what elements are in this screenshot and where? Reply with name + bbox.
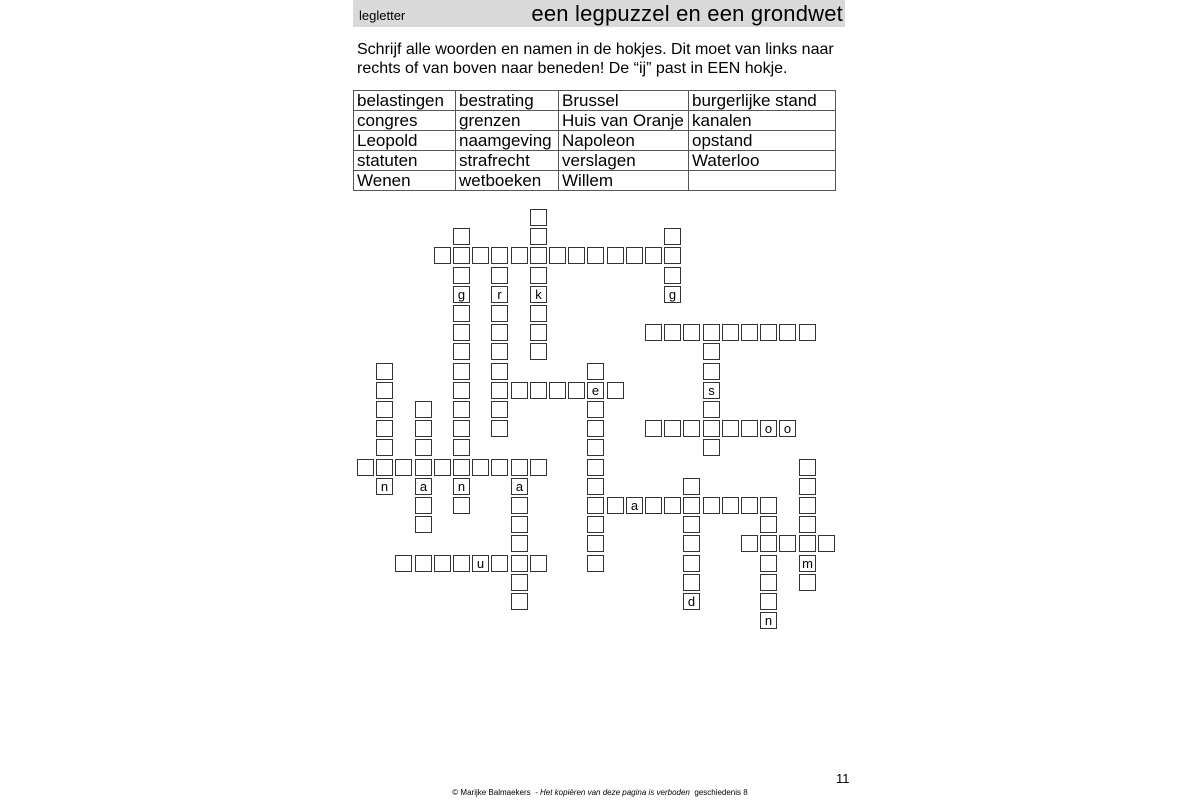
page-number: 11 (836, 771, 850, 786)
crossword-cell[interactable] (453, 343, 470, 360)
word-cell: congres (354, 111, 456, 131)
crossword-cell[interactable] (799, 535, 816, 552)
crossword-cell[interactable] (779, 535, 796, 552)
crossword-cell[interactable] (491, 401, 508, 418)
crossword-cell[interactable] (587, 497, 604, 514)
word-cell: bestrating (456, 91, 559, 111)
crossword-cell[interactable] (549, 382, 566, 399)
crossword-cell[interactable] (530, 247, 547, 264)
crossword-cell[interactable] (530, 555, 547, 572)
crossword-cell-g[interactable]: g (453, 286, 470, 303)
crossword-cell[interactable] (587, 516, 604, 533)
crossword-cell[interactable] (760, 555, 777, 572)
crossword-cell[interactable] (530, 324, 547, 341)
crossword-cell[interactable] (376, 382, 393, 399)
crossword-cell[interactable] (779, 324, 796, 341)
crossword-cell[interactable] (664, 228, 681, 245)
crossword-cell-n[interactable]: n (760, 612, 777, 629)
crossword-cell[interactable] (415, 420, 432, 437)
crossword-cell[interactable] (799, 459, 816, 476)
crossword-cell[interactable] (491, 324, 508, 341)
crossword-cell-s[interactable]: s (703, 382, 720, 399)
crossword-cell[interactable] (568, 382, 585, 399)
crossword-cell[interactable] (491, 382, 508, 399)
crossword-cell[interactable] (491, 267, 508, 284)
crossword-cell[interactable] (587, 535, 604, 552)
crossword-cell[interactable] (530, 267, 547, 284)
crossword-cell[interactable] (683, 420, 700, 437)
crossword-cell[interactable] (491, 363, 508, 380)
crossword-cell[interactable] (511, 555, 528, 572)
crossword-cell[interactable] (357, 459, 374, 476)
crossword-cell[interactable] (511, 459, 528, 476)
crossword-cell[interactable] (703, 420, 720, 437)
crossword-cell[interactable] (703, 401, 720, 418)
crossword-cell[interactable] (472, 459, 489, 476)
word-cell: burgerlijke stand (689, 91, 836, 111)
crossword-cell[interactable] (511, 497, 528, 514)
crossword-cell[interactable] (568, 247, 585, 264)
crossword-cell[interactable] (395, 459, 412, 476)
crossword-cell[interactable] (741, 324, 758, 341)
word-cell: belastingen (354, 91, 456, 111)
crossword-cell-a[interactable]: a (415, 478, 432, 495)
crossword-cell[interactable] (415, 439, 432, 456)
crossword-cell[interactable] (453, 267, 470, 284)
crossword-cell[interactable] (530, 343, 547, 360)
crossword-cell[interactable] (491, 555, 508, 572)
crossword-cell[interactable] (683, 478, 700, 495)
crossword-cell[interactable] (376, 439, 393, 456)
crossword-cell[interactable] (491, 459, 508, 476)
footer-copyright: © Marijke Balmaekers (452, 788, 531, 797)
header-tag: legletter (359, 8, 406, 23)
word-cell: Napoleon (559, 131, 689, 151)
crossword-cell[interactable] (511, 247, 528, 264)
word-cell: opstand (689, 131, 836, 151)
crossword-cell[interactable] (511, 593, 528, 610)
crossword-cell[interactable] (703, 324, 720, 341)
crossword-cell[interactable] (453, 324, 470, 341)
crossword-cell[interactable] (799, 478, 816, 495)
crossword-cell[interactable] (645, 247, 662, 264)
crossword-cell[interactable] (664, 420, 681, 437)
crossword-cell[interactable] (530, 382, 547, 399)
crossword-cell[interactable] (453, 439, 470, 456)
crossword-cell[interactable] (683, 555, 700, 572)
crossword-cell[interactable] (511, 382, 528, 399)
crossword-cell[interactable] (511, 535, 528, 552)
crossword-cell[interactable] (703, 363, 720, 380)
crossword-cell[interactable] (683, 324, 700, 341)
crossword-cell-u[interactable]: u (472, 555, 489, 572)
crossword-cell[interactable] (587, 439, 604, 456)
crossword-cell[interactable] (376, 420, 393, 437)
instructions-line-2: rechts of van boven naar beneden! De “ij” past in EEN hokje. (357, 60, 788, 77)
crossword-cell[interactable] (664, 247, 681, 264)
crossword-cell[interactable] (549, 247, 566, 264)
crossword-cell[interactable] (703, 497, 720, 514)
crossword-cell[interactable] (760, 574, 777, 591)
crossword-cell[interactable] (376, 459, 393, 476)
crossword-cell[interactable] (607, 497, 624, 514)
crossword-cell[interactable] (683, 516, 700, 533)
crossword-cell[interactable] (607, 247, 624, 264)
crossword-cell[interactable] (722, 324, 739, 341)
crossword-cell[interactable] (799, 574, 816, 591)
crossword-cell-r[interactable]: r (491, 286, 508, 303)
crossword-cell[interactable] (415, 555, 432, 572)
crossword-cell[interactable] (511, 574, 528, 591)
crossword-cell-n[interactable]: n (453, 478, 470, 495)
crossword-cell-g[interactable]: g (664, 286, 681, 303)
crossword-cell[interactable] (453, 401, 470, 418)
crossword-cell[interactable] (453, 363, 470, 380)
crossword-cell[interactable] (587, 420, 604, 437)
word-cell: Leopold (354, 131, 456, 151)
crossword-cell[interactable] (415, 497, 432, 514)
crossword-cell[interactable] (703, 343, 720, 360)
crossword-cell[interactable] (453, 459, 470, 476)
crossword-cell[interactable] (376, 363, 393, 380)
crossword-cell[interactable] (453, 305, 470, 322)
crossword-cell[interactable] (664, 267, 681, 284)
crossword-cell[interactable] (760, 535, 777, 552)
crossword-cell[interactable] (799, 497, 816, 514)
crossword-cell[interactable] (587, 459, 604, 476)
crossword-cell[interactable] (587, 247, 604, 264)
crossword-cell[interactable] (530, 228, 547, 245)
crossword-cell[interactable] (415, 459, 432, 476)
word-cell: Brussel (559, 91, 689, 111)
crossword-cell[interactable] (760, 593, 777, 610)
crossword-cell[interactable] (453, 420, 470, 437)
crossword-cell[interactable] (491, 305, 508, 322)
crossword-cell[interactable] (799, 516, 816, 533)
crossword-cell-a[interactable]: a (626, 497, 643, 514)
crossword-cell[interactable] (453, 382, 470, 399)
crossword-cell-a[interactable]: a (511, 478, 528, 495)
crossword-cell[interactable] (491, 247, 508, 264)
word-cell: strafrecht (456, 151, 559, 171)
instructions-line-1: Schrijf alle woorden en namen in de hokjes. Dit moet van links naar (357, 41, 834, 58)
crossword-cell[interactable] (799, 324, 816, 341)
crossword-cell[interactable] (587, 363, 604, 380)
crossword-cell[interactable] (530, 305, 547, 322)
crossword-cell[interactable] (434, 555, 451, 572)
crossword-cell[interactable] (453, 555, 470, 572)
crossword-cell[interactable] (415, 516, 432, 533)
crossword-cell[interactable] (683, 535, 700, 552)
crossword-cell[interactable] (434, 247, 451, 264)
crossword-cell[interactable] (453, 228, 470, 245)
crossword-cell[interactable] (722, 420, 739, 437)
crossword-cell[interactable] (511, 516, 528, 533)
crossword-cell[interactable] (760, 324, 777, 341)
crossword-cell[interactable] (645, 420, 662, 437)
crossword-cell[interactable] (530, 459, 547, 476)
crossword-cell[interactable] (530, 209, 547, 226)
word-cell: kanalen (689, 111, 836, 131)
crossword-cell[interactable] (664, 324, 681, 341)
crossword-cell-d[interactable]: d (683, 593, 700, 610)
crossword-cell[interactable] (434, 459, 451, 476)
crossword-cell[interactable] (587, 555, 604, 572)
crossword-cell[interactable] (587, 401, 604, 418)
crossword-cell[interactable] (741, 535, 758, 552)
crossword-cell[interactable] (376, 401, 393, 418)
word-cell: wetboeken (456, 171, 559, 191)
word-cell: verslagen (559, 151, 689, 171)
footer-notice: - Het kopiëren van deze pagina is verboden (535, 788, 690, 797)
crossword-cell-m[interactable]: m (799, 555, 816, 572)
crossword-cell[interactable] (741, 497, 758, 514)
crossword-cell[interactable] (626, 247, 643, 264)
crossword-cell-o[interactable]: o (779, 420, 796, 437)
crossword-cell[interactable] (645, 324, 662, 341)
crossword-cell[interactable] (453, 247, 470, 264)
word-cell: naamgeving (456, 131, 559, 151)
word-cell: Waterloo (689, 151, 836, 171)
crossword-cell[interactable] (703, 439, 720, 456)
crossword-cell-n[interactable]: n (376, 478, 393, 495)
crossword-cell[interactable] (760, 516, 777, 533)
word-cell: Wenen (354, 171, 456, 191)
crossword-cell[interactable] (683, 497, 700, 514)
crossword-cell[interactable] (395, 555, 412, 572)
crossword-cell[interactable] (664, 497, 681, 514)
page-title: een legpuzzel en een grondwet (531, 1, 843, 26)
crossword-cell[interactable] (645, 497, 662, 514)
footer-subject: geschiedenis 8 (694, 788, 748, 797)
crossword-cell[interactable] (722, 497, 739, 514)
crossword-cell-e[interactable]: e (587, 382, 604, 399)
crossword-cell-k[interactable]: k (530, 286, 547, 303)
crossword-cell[interactable] (472, 247, 489, 264)
word-cell: grenzen (456, 111, 559, 131)
crossword-cell[interactable] (415, 401, 432, 418)
crossword-cell[interactable] (491, 420, 508, 437)
word-cell: statuten (354, 151, 456, 171)
crossword-cell[interactable] (683, 574, 700, 591)
crossword-cell[interactable] (587, 478, 604, 495)
crossword-cell[interactable] (607, 382, 624, 399)
crossword-cell[interactable] (741, 420, 758, 437)
crossword-cell[interactable] (491, 343, 508, 360)
crossword-cell-o[interactable]: o (760, 420, 777, 437)
word-cell: Willem (559, 171, 689, 191)
word-cell: Huis van Oranje (559, 111, 689, 131)
footer (0, 788, 1200, 797)
crossword-cell[interactable] (818, 535, 835, 552)
crossword-cell[interactable] (453, 497, 470, 514)
crossword-cell[interactable] (760, 497, 777, 514)
